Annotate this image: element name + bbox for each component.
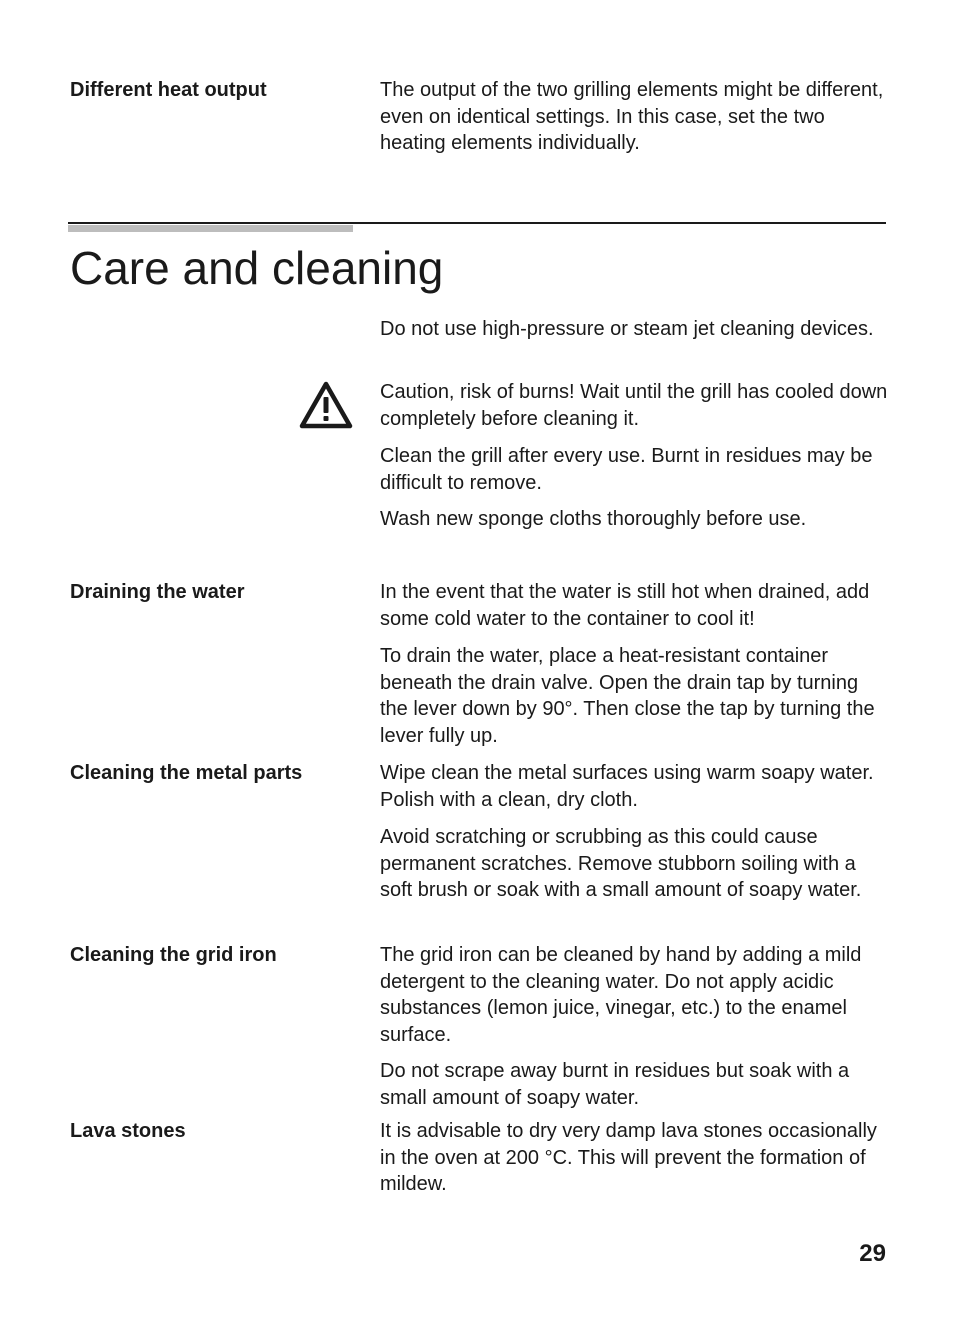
note-sponge-cloths: Wash new sponge cloths thoroughly before use. [380,508,807,530]
section-title: Care and cleaning [70,242,444,294]
warning-triangle-icon [298,380,354,430]
grid-label: Cleaning the grid iron [70,944,277,966]
page-number: 29 [859,1240,886,1267]
draining-text-2: To drain the water, place a heat-resistant container beneath the drain valve. Open the drain tap by turning the lever down by 90°. Then close the tap by turning the lever fully up. [380,645,875,747]
metal-text-1: Wipe clean the metal surfaces using warm soapy water. Polish with a clean, dry cloth. [380,762,874,811]
note-clean-after-use: Clean the grill after every use. Burnt in residues may be difficult to remove. [380,445,873,494]
lava-text: It is advisable to dry very damp lava stones occasionally in the oven at 200 °C. This will prevent the formation of mildew. [380,1120,877,1195]
draining-label: Draining the water [70,581,245,603]
section-rule-accent [68,225,353,232]
grid-text-1: The grid iron can be cleaned by hand by adding a mild detergent to the cleaning water. Do not apply acidic substances (lemon juice, vinegar, etc.) to the enamel surface. [380,944,862,1046]
note-high-pressure: Do not use high-pressure or steam jet cleaning devices. [380,318,874,340]
grid-text-2: Do not scrape away burnt in residues but soak with a small amount of soapy water. [380,1060,850,1109]
metal-text-2: Avoid scratching or scrubbing as this could cause permanent scratches. Remove stubborn soiling with a soft brush or soak with a small amount of soapy water. [380,826,862,901]
draining-text-1: In the event that the water is still hot when drained, add some cold water to the container to cool it! [380,581,870,630]
lava-label: Lava stones [70,1120,186,1142]
metal-label: Cleaning the metal parts [70,762,303,784]
section-rule [68,222,886,224]
intro-label: Different heat output [70,79,267,101]
note-burn-caution: Caution, risk of burns! Wait until the grill has cooled down completely before cleaning it. [380,381,888,430]
intro-text: The output of the two grilling elements might be different, even on identical settings. In this case, set the two heating elements individually. [380,79,884,154]
